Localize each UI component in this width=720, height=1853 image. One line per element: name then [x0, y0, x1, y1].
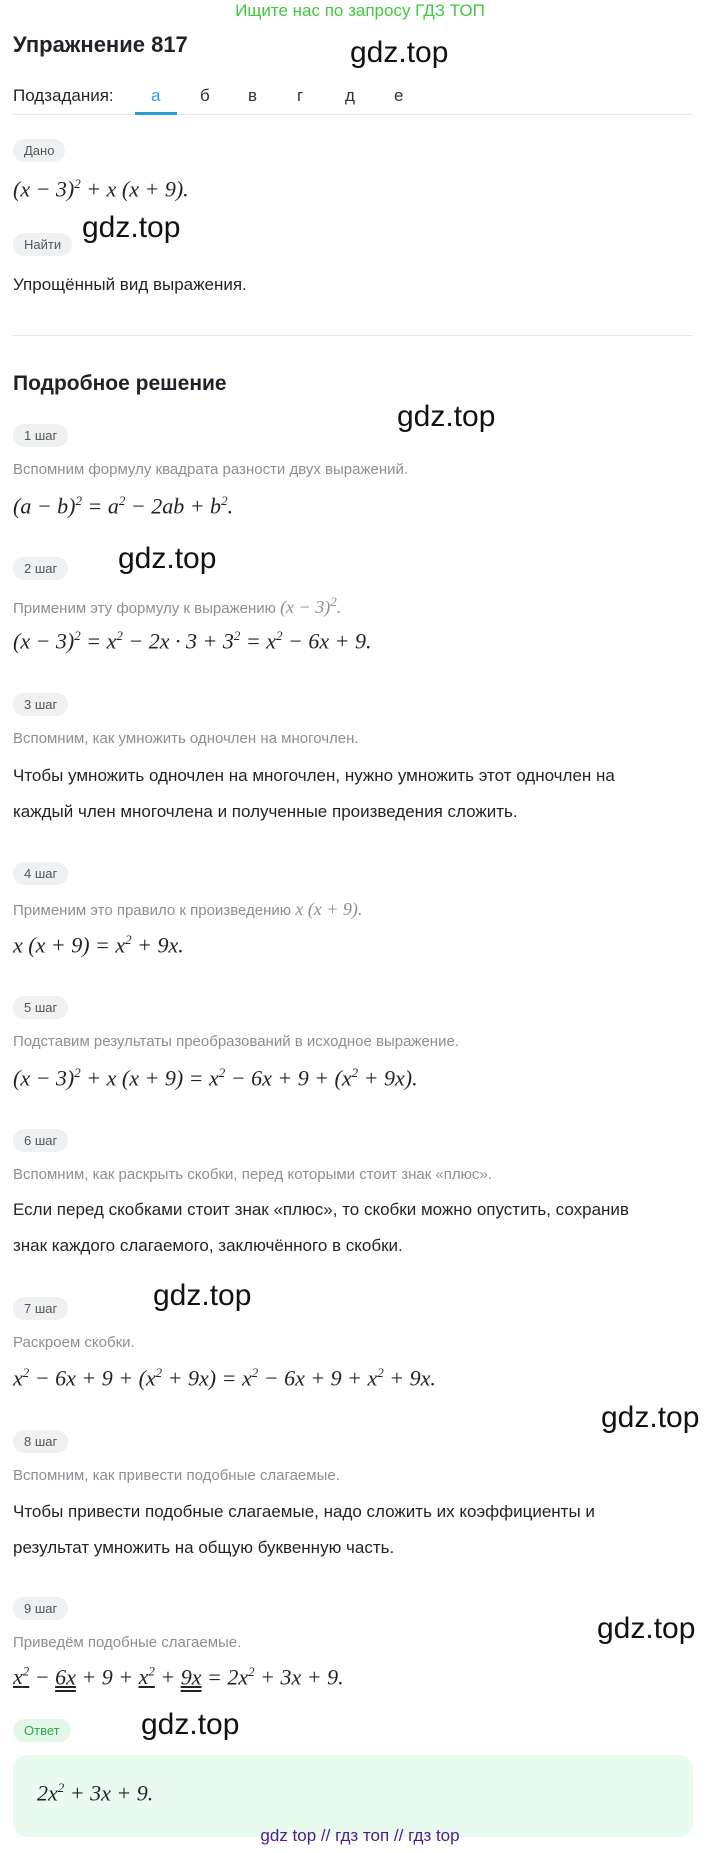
answer-expression: $2x^2 + 3x + 9$.: [37, 1780, 154, 1806]
step-hint: Приведём подобные слагаемые.: [13, 1634, 242, 1651]
section-divider: [13, 335, 693, 336]
step-hint: Применим это правило к произведению x (x + 9).: [13, 899, 363, 919]
watermark: gdz.top: [601, 1401, 700, 1434]
step-badge: 9 шаг: [13, 1597, 68, 1620]
step-badge: 8 шаг: [13, 1430, 68, 1453]
subtasks-label: Подзадания:: [13, 86, 114, 105]
step-formula: $x^2 - 6x + 9 + x^2 + 9x = 2x^2 + 3x + 9$.: [13, 1664, 344, 1690]
tab-g[interactable]: г: [297, 86, 304, 105]
page-title: Упражнение 817: [13, 32, 188, 57]
step-rule-line: каждый член многочлена и полученные произведения сложить.: [13, 802, 518, 821]
step-hint: Вспомним формулу квадрата разности двух выражений.: [13, 461, 409, 478]
step-rule-line: результат умножить на общую буквенную часть.: [13, 1538, 395, 1557]
find-badge: Найти: [13, 233, 72, 256]
step-badge: 1 шаг: [13, 424, 68, 447]
step-badge: 3 шаг: [13, 693, 68, 716]
step-formula: $(a - b)^2 = a^2 - 2ab + b^2$.: [13, 493, 234, 519]
tab-a[interactable]: а: [151, 86, 161, 105]
watermark: gdz.top: [153, 1279, 252, 1312]
watermark: gdz.top: [118, 542, 217, 575]
active-tab-indicator: [135, 112, 177, 115]
step-rule-line: Чтобы умножить одночлен на многочлен, нужно умножить этот одночлен на: [13, 766, 615, 785]
top-banner: Ищите нас по запросу ГДЗ ТОП: [235, 1, 485, 20]
watermark: gdz.top: [141, 1708, 240, 1741]
step-badge: 2 шаг: [13, 557, 68, 580]
watermark: gdz.top: [597, 1612, 696, 1645]
step-formula: x $(x + 9) = x^2 + 9x$.: [13, 932, 184, 958]
given-badge: Дано: [13, 139, 65, 162]
step-hint: Подставим результаты преобразований в исходное выражение.: [13, 1033, 459, 1050]
step-hint: Вспомним, как привести подобные слагаемые.: [13, 1467, 340, 1484]
tab-e[interactable]: е: [394, 86, 404, 105]
footer-links[interactable]: gdz top // гдз топ // гдз top: [260, 1826, 460, 1845]
step-formula: $x^2 - 6x + 9 + (x^2 + 9x) = x^2 - 6x + 9 + x^2 + 9x$.: [13, 1365, 436, 1391]
solution-title: Подробное решение: [13, 372, 227, 395]
step-formula: $(x - 3)^2 = x^2 - 2x \cdot 3 + 3^2 = x^2 - 6x + 9$.: [13, 628, 372, 654]
step-badge: 5 шаг: [13, 996, 68, 1019]
step-badge: 4 шаг: [13, 862, 68, 885]
given-expression: $(x - 3)^2 + x$ (x + 9).: [13, 176, 189, 202]
step-hint: Раскроем скобки.: [13, 1334, 135, 1351]
find-text: Упрощённый вид выражения.: [13, 275, 247, 294]
tab-d[interactable]: д: [345, 86, 355, 105]
step-hint: Применим эту формулу к выражению $(x - 3)^2$.: [13, 594, 342, 617]
step-badge: 6 шаг: [13, 1129, 68, 1152]
step-rule-line: знак каждого слагаемого, заключённого в скобки.: [13, 1236, 403, 1255]
answer-badge: Ответ: [13, 1719, 71, 1742]
watermark: gdz.top: [82, 211, 181, 244]
watermark: gdz.top: [397, 400, 496, 433]
tabs-divider: [13, 114, 693, 115]
tab-b[interactable]: б: [200, 86, 210, 105]
watermark: gdz.top: [350, 36, 449, 69]
step-badge: 7 шаг: [13, 1297, 68, 1320]
tab-v[interactable]: в: [248, 86, 258, 105]
step-hint: Вспомним, как раскрыть скобки, перед которыми стоит знак «плюс».: [13, 1166, 492, 1183]
step-formula: $(x - 3)^2 + x$ $(x + 9) = x^2 - 6x + 9 + (x^2 + 9x)$.: [13, 1065, 418, 1091]
step-hint: Вспомним, как умножить одночлен на многочлен.: [13, 730, 359, 747]
step-rule-line: Чтобы привести подобные слагаемые, надо сложить их коэффициенты и: [13, 1502, 595, 1521]
step-rule-line: Если перед скобками стоит знак «плюс», то скобки можно опустить, сохранив: [13, 1200, 629, 1219]
